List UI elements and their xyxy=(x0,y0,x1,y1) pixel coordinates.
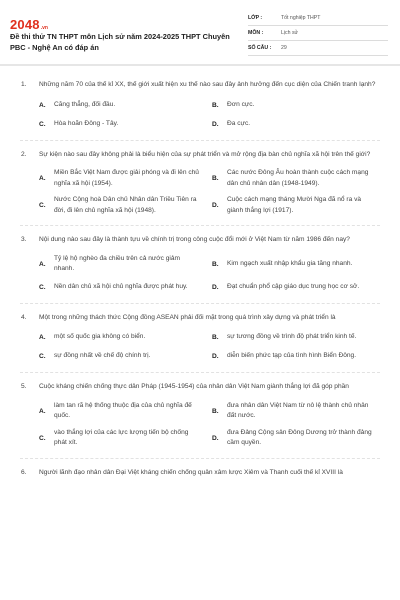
answer-option-b[interactable] xyxy=(212,254,385,275)
option-letter: D. xyxy=(212,120,219,128)
info-value: 29 xyxy=(281,41,388,56)
option-letter: B. xyxy=(212,334,219,341)
answer-options xyxy=(39,331,380,363)
info-value: Lịch sử xyxy=(281,26,388,41)
question-number: 2. xyxy=(21,150,27,158)
info-key: SỐ CÂU : xyxy=(248,41,281,56)
question xyxy=(0,235,400,294)
answer-option-b[interactable] xyxy=(212,168,385,189)
question-number: 6. xyxy=(21,468,27,476)
header-divider xyxy=(0,64,400,66)
logo-domain: .vn xyxy=(40,25,48,31)
option-text: Cuộc cách mạng tháng Mười Nga đã nổ ra và giành thắng lợi (1917). xyxy=(227,196,362,214)
option-letter: D. xyxy=(212,434,219,442)
option-text: Nước Cộng hoà Dân chủ Nhân dân Triều Tiên ra đời, đi lên chủ nghĩa xã hội (1948). xyxy=(54,196,197,214)
option-letter: D. xyxy=(212,283,219,291)
option-letter: B. xyxy=(212,101,219,109)
question-text: Cuộc kháng chiến chống thực dân Pháp (1945-1954) của nhân dân Việt Nam giành thắng lợi đã góp phần xyxy=(39,383,349,390)
info-row-subject xyxy=(248,26,388,41)
option-letter: A. xyxy=(39,260,46,268)
question xyxy=(0,468,400,479)
answer-option-b[interactable] xyxy=(212,331,385,344)
option-letter: C. xyxy=(39,434,46,442)
answer-option-b[interactable] xyxy=(212,401,385,422)
option-letter: D. xyxy=(212,353,219,360)
logo-text: 2048 xyxy=(10,17,40,32)
question-divider xyxy=(20,372,380,373)
question-number: 1. xyxy=(21,81,27,88)
option-text: sự đồng nhất về chế độ chính trị. xyxy=(54,352,151,360)
question-divider xyxy=(20,458,380,459)
answer-option-d[interactable] xyxy=(212,428,385,449)
answer-option-a[interactable] xyxy=(39,401,212,422)
option-text: vào thắng lợi của các lực lượng tiến bộ chống phát xít. xyxy=(54,428,189,446)
answer-option-d[interactable] xyxy=(212,195,385,216)
answer-options xyxy=(39,168,380,216)
answer-option-d[interactable] xyxy=(212,118,385,131)
answer-options xyxy=(39,99,380,131)
page-header xyxy=(0,0,400,64)
answer-options xyxy=(39,401,380,449)
question-number: 5. xyxy=(21,383,27,390)
answer-option-c[interactable] xyxy=(39,118,212,131)
question xyxy=(0,150,400,217)
option-text: Đa cực. xyxy=(227,119,251,127)
answer-option-a[interactable] xyxy=(39,168,212,189)
question-number: 4. xyxy=(21,313,27,321)
option-letter: D. xyxy=(212,202,219,209)
option-text: đưa Đảng Cộng sản Đông Dương trở thành đảng cầm quyền. xyxy=(227,428,372,446)
question-list xyxy=(0,80,400,478)
question xyxy=(0,382,400,449)
answer-option-d[interactable] xyxy=(212,350,385,363)
option-text: diễn biến phức tạp của tình hình Biển Đông. xyxy=(227,352,357,360)
option-text: Đạt chuẩn phổ cập giáo dục trung học cơ sở. xyxy=(227,282,360,290)
question-divider xyxy=(20,140,380,141)
answer-options xyxy=(39,254,380,294)
answer-option-c[interactable] xyxy=(39,428,212,449)
answer-option-c[interactable] xyxy=(39,350,212,363)
question-divider xyxy=(20,225,380,226)
question-text: Sự kiện nào sau đây không phải là biểu hiện của sự phát triển và mở rộng địa bàn chủ nghĩa xã hội trên thế giới? xyxy=(39,150,371,158)
option-text: Kim ngạch xuất nhập khẩu gia tăng nhanh. xyxy=(227,259,353,267)
answer-option-a[interactable] xyxy=(39,99,212,112)
option-letter: B. xyxy=(212,175,219,182)
answer-option-c[interactable] xyxy=(39,281,212,294)
answer-option-b[interactable] xyxy=(212,99,385,112)
exam-title: Đề thi thử TN THPT môn Lịch sử năm 2024-2025 THPT Chuyên PBC - Nghệ An có đáp án xyxy=(10,32,230,52)
option-text: sự tương đồng về trình độ phát triển kinh tế. xyxy=(227,333,357,341)
option-text: Nền dân chủ xã hội chủ nghĩa được phát huy. xyxy=(54,282,188,290)
info-row-class xyxy=(248,11,388,26)
option-letter: B. xyxy=(212,407,219,415)
option-letter: C. xyxy=(39,353,46,360)
option-letter: C. xyxy=(39,283,46,291)
option-letter: B. xyxy=(212,260,219,268)
site-logo[interactable] xyxy=(10,15,48,31)
option-letter: A. xyxy=(39,175,46,182)
question-text: Những năm 70 của thế kỉ XX, thế giới xuất hiện xu thế nào sau đây ảnh hưởng đến cục diện của Chiến tranh lạnh? xyxy=(39,81,376,88)
option-letter: A. xyxy=(39,407,46,415)
option-text: một số quốc gia không có biển. xyxy=(54,333,146,341)
info-value: Tốt nghiệp THPT xyxy=(281,11,388,26)
answer-option-d[interactable] xyxy=(212,281,385,294)
option-letter: A. xyxy=(39,334,46,341)
option-text: Các nước Đông Âu hoàn thành cuộc cách mạng dân chủ nhân dân (1948-1949). xyxy=(227,169,369,187)
info-row-question-count xyxy=(248,41,388,56)
option-letter: C. xyxy=(39,202,46,209)
info-key: MÔN : xyxy=(248,26,281,41)
question-text: Một trong những thách thức Cộng đồng ASEAN phải đối mặt trong quá trình xây dựng và phát triển là xyxy=(39,313,336,321)
question-divider xyxy=(20,303,380,304)
answer-option-c[interactable] xyxy=(39,195,212,216)
question xyxy=(0,80,400,131)
option-text: Hòa hoãn Đông - Tây. xyxy=(54,119,119,127)
option-text: Miền Bắc Việt Nam được giải phóng và đi lên chủ nghĩa xã hội (1954). xyxy=(54,169,199,187)
question-text: Người lãnh đạo nhân dân Đại Việt kháng chiến chống quân xâm lược Xiêm và Thanh cuối thế kỉ XVIII là xyxy=(39,468,343,476)
option-text: làm tan rã hệ thống thuộc địa của chủ nghĩa đế quốc. xyxy=(54,401,192,419)
info-key: LỚP : xyxy=(248,11,281,26)
question-number: 3. xyxy=(21,236,27,243)
option-letter: A. xyxy=(39,101,46,109)
option-text: Căng thẳng, đối đầu. xyxy=(54,100,116,108)
question-text: Nội dung nào sau đây là thành tựu về chính trị trong công cuộc đổi mới ở Việt Nam từ năm 1986 đến nay? xyxy=(39,236,350,243)
option-text: đưa nhân dân Việt Nam từ nô lệ thành chủ nhân đất nước. xyxy=(227,401,369,419)
exam-info-table xyxy=(248,11,388,56)
question xyxy=(0,313,400,364)
answer-option-a[interactable] xyxy=(39,254,212,275)
option-text: Tỷ lệ hộ nghèo đa chiều trên cả nước giảm nhanh. xyxy=(54,254,181,272)
answer-option-a[interactable] xyxy=(39,331,212,344)
option-text: Đơn cực. xyxy=(227,100,255,108)
option-letter: C. xyxy=(39,120,46,128)
